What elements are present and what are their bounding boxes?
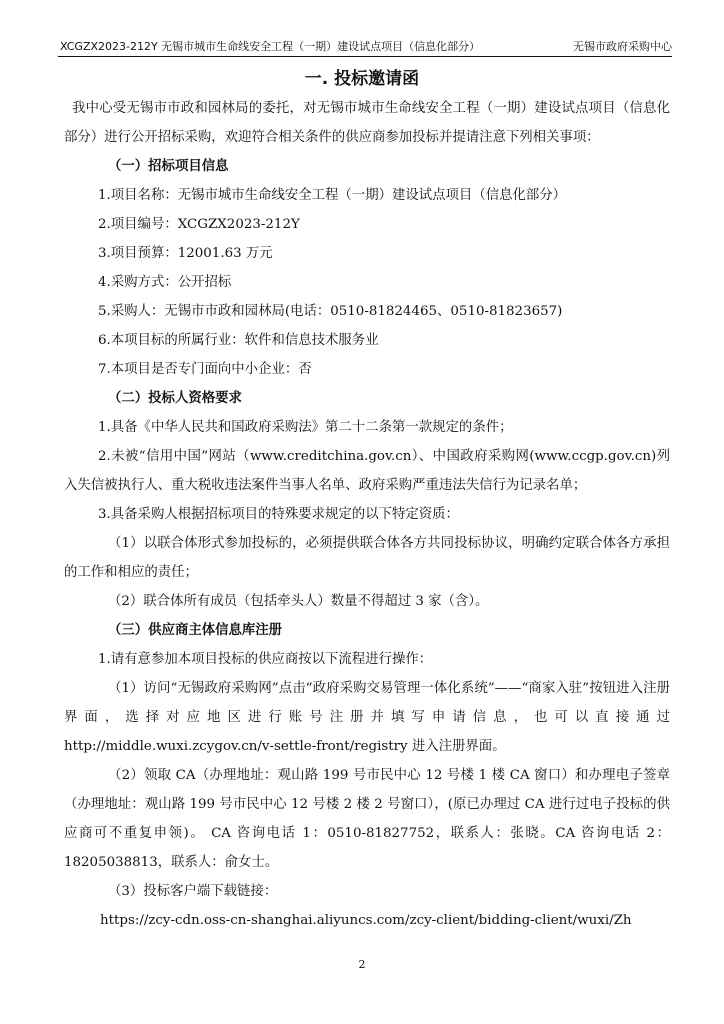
qualification-item: 2.未被“信用中国”网站（www.creditchina.gov.cn）、中国政府采购网(www.ccgp.gov.cn)列入失信被执行人、重大税收违法案件当事人名单、政府采购严重违法失信行为记录名单； xyxy=(64,449,670,493)
running-header xyxy=(60,38,672,56)
project-info-item: 1.项目名称：无锡市城市生命线安全工程（一期）建设试点项目（信息化部分） xyxy=(98,188,567,203)
client-download-link[interactable]: https://zcy-cdn.oss-cn-shanghai.aliyuncs.com/zcy-client/bidding-client/wuxi/Zh xyxy=(100,913,632,928)
registration-subitem: （1）访问“无锡政府采购网”点击“政府采购交易管理一体化系统”——“商家入驻”按钮进入注册界面，选择对应地区进行账号注册并填写申请信息，也可以直接通过 http://middle.wuxi.zcygov.cn/v-settle-front/registry 进入注册界面。 xyxy=(64,681,670,754)
project-info-item: 4.采购方式：公开招标 xyxy=(98,275,232,290)
header-divider xyxy=(58,56,672,57)
registration-subitem: （3）投标客户端下载链接： xyxy=(108,884,278,899)
qualification-item: 1.具备《中华人民共和国政府采购法》第二十二条第一款规定的条件； xyxy=(98,420,513,435)
section-heading-qualifications: （二）投标人资格要求 xyxy=(108,391,242,406)
header-project-code: XCGZX2023-212Y 无锡市城市生命线安全工程（一期）建设试点项目（信息化部分） xyxy=(60,40,481,53)
project-info-item: 2.项目编号：XCGZX2023-212Y xyxy=(98,217,300,232)
header-agency: 无锡市政府采购中心 xyxy=(573,40,672,53)
section-heading-registration: （三）供应商主体信息库注册 xyxy=(108,623,283,638)
qualification-subitem: （2）联合体所有成员（包括牵头人）数量不得超过 3 家（含）。 xyxy=(108,594,489,609)
project-info-item: 5.采购人：无锡市市政和园林局(电话：0510-81824465、0510-81823657) xyxy=(98,304,563,319)
project-info-item: 7.本项目是否专门面向中小企业：否 xyxy=(98,362,312,377)
section-heading-project-info: （一）招标项目信息 xyxy=(108,159,229,174)
qualification-item: 3.具备采购人根据招标项目的特殊要求规定的以下特定资质： xyxy=(98,507,459,522)
document-body xyxy=(64,94,670,935)
intro-paragraph: 我中心受无锡市市政和园林局的委托，对无锡市城市生命线安全工程（一期）建设试点项目（信息化部分）进行公开招标采购，欢迎符合相关条件的供应商参加投标并提请注意下列相关事项： xyxy=(64,101,670,145)
project-info-item: 3.项目预算：12001.63 万元 xyxy=(98,246,273,261)
registration-subitem: （2）领取 CA（办理地址：观山路 199 号市民中心 12 号楼 1 楼 CA 窗口）和办理电子签章（办理地址：观山路 199 号市民中心 12 号楼 2 楼 2 号窗口），(原已办理过 CA 进行过电子投标的供应商可不重复申领)。 CA 咨询电话 1：0510-81827752，联系人：张晓。CA 咨询电话 2：18205038813，联系人：俞女士。 xyxy=(64,768,670,870)
qualification-subitem: （1）以联合体形式参加投标的，必须提供联合体各方共同投标协议，明确约定联合体各方承担的工作和相应的责任； xyxy=(64,536,670,580)
page-number: 2 xyxy=(358,958,366,971)
page-title: 一. 投标邀请函 xyxy=(304,69,420,89)
registration-item: 1.请有意参加本项目投标的供应商按以下流程进行操作： xyxy=(98,652,433,667)
project-info-item: 6.本项目标的所属行业：软件和信息技术服务业 xyxy=(98,333,379,348)
